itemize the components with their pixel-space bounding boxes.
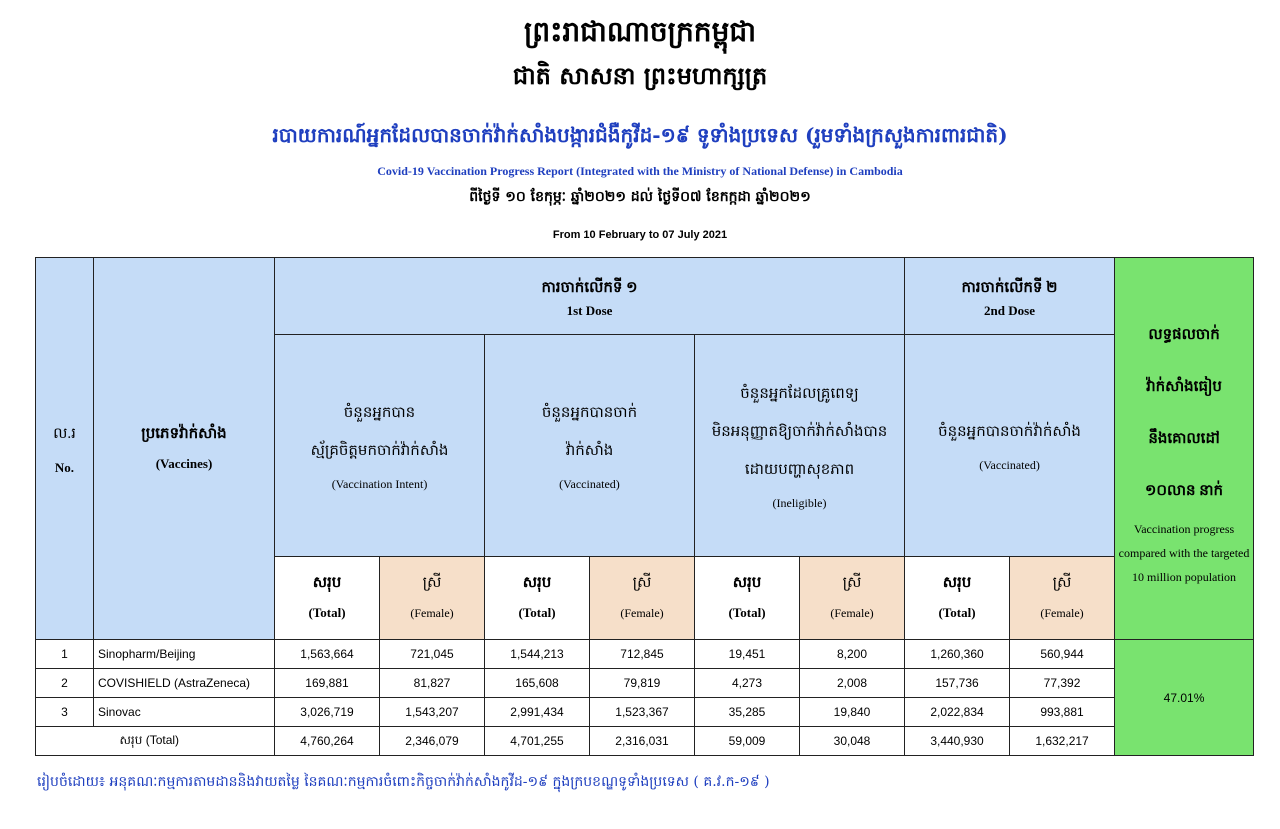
progress-header-km1: លទ្ធផលចាក់ <box>1148 326 1220 343</box>
row-vaccine: COVISHIELD (AstraZeneca) <box>94 669 275 698</box>
dose2-female: 77,392 <box>1010 669 1115 698</box>
row-vaccine: Sinopharm/Beijing <box>94 640 275 669</box>
sum-intent-total: 4,760,264 <box>275 727 380 756</box>
ineligible-female: 2,008 <box>800 669 905 698</box>
progress-header-km3: នឹងគោលដៅ <box>1148 430 1220 447</box>
vaccines-header <box>94 258 275 640</box>
sum-ineligible-female: 30,048 <box>800 727 905 756</box>
total-label-en: (Total) <box>938 605 976 620</box>
ineligible-female: 19,840 <box>800 698 905 727</box>
table-row <box>36 669 1254 698</box>
table-row <box>36 698 1254 727</box>
intent-total: 3,026,719 <box>275 698 380 727</box>
date-range-khmer: ពីថ្ងៃទី ១០ ខែកុម្ភៈ ឆ្នាំ២០២១ ដល់ ថ្ងៃទី០៧ ខែកក្កដា ឆ្នាំ២០២១ <box>469 189 811 205</box>
no-header-en: No. <box>54 459 75 475</box>
ineligible-total: 19,451 <box>695 640 800 669</box>
intent-total-header <box>275 557 380 640</box>
intent-header-en: (Vaccination Intent) <box>331 476 428 491</box>
total-row-label <box>94 727 275 756</box>
intent-female-header <box>380 557 485 640</box>
female-label-km: ស្រី <box>422 575 442 591</box>
total-row-label-km: សរុប <box>119 733 143 747</box>
total-label-km: សរុប <box>312 575 342 591</box>
dose1-header-en: 1st Dose <box>566 303 613 318</box>
table-row <box>36 640 1254 669</box>
intent-header-km1: ចំនួនអ្នកបាន <box>343 404 416 421</box>
vaccinated-female-header <box>590 557 695 640</box>
sum-dose2-total: 3,440,930 <box>905 727 1010 756</box>
total-label-en: (Total) <box>728 605 766 620</box>
ineligible-female: 8,200 <box>800 640 905 669</box>
dose2-total-header <box>905 557 1010 640</box>
female-label-en: (Female) <box>830 606 874 620</box>
intent-total: 169,881 <box>275 669 380 698</box>
report-title-khmer: របាយការណ៍អ្នកដែលបានចាក់វ៉ាក់សាំងបង្ការជំងឺកូវីដ-១៩ ទូទាំងប្រទេស (រួមទាំងក្រសួងការពារជាតិ) <box>272 123 1008 147</box>
no-header <box>36 258 94 640</box>
intent-header-km2: ស្ម័គ្រចិត្តមកចាក់វ៉ាក់សាំង <box>310 442 449 459</box>
ineligible-total: 4,273 <box>695 669 800 698</box>
footer-note: រៀបចំដោយ៖ អនុគណៈកម្មការតាមដាននិងវាយតម្លៃ នៃគណៈកម្មការចំពោះកិច្ចចាក់វ៉ាក់សាំងកូវីដ-១៩ ក្នុងក្របខណ្ឌទូទាំងប្រទេស ( គ.វ.ក-១៩ ) <box>37 774 770 790</box>
total-label-en: (Total) <box>308 605 346 620</box>
total-row-spacer <box>36 727 94 756</box>
dose2-vaccinated-header-km: ចំនួនអ្នកបានចាក់វ៉ាក់សាំង <box>938 423 1081 440</box>
female-label-km: ស្រី <box>1052 575 1072 591</box>
total-label-km: សរុប <box>732 575 762 591</box>
ineligible-header-en: (Ineligible) <box>772 495 827 510</box>
intent-header <box>275 335 485 557</box>
vaccines-header-en: (Vaccines) <box>155 455 213 471</box>
vaccines-header-km: ប្រភេទវ៉ាក់សាំង <box>141 425 227 442</box>
sum-intent-female: 2,346,079 <box>380 727 485 756</box>
progress-header-en: Vaccination progress compared with the targeted 10 million population <box>1118 521 1250 584</box>
total-label-en: (Total) <box>518 605 556 620</box>
dose2-vaccinated-header <box>905 335 1115 557</box>
dose2-header <box>905 258 1115 335</box>
intent-female: 721,045 <box>380 640 485 669</box>
row-no: 2 <box>36 669 94 698</box>
sum-vaccinated-total: 4,701,255 <box>485 727 590 756</box>
date-range-english: From 10 February to 07 July 2021 <box>552 229 728 241</box>
ineligible-header-km2: មិនអនុញ្ញាតឱ្យចាក់វ៉ាក់សាំងបាន <box>711 423 888 440</box>
ineligible-female-header <box>800 557 905 640</box>
dose2-total: 1,260,360 <box>905 640 1010 669</box>
ineligible-header <box>695 335 905 557</box>
vaccinated-header-km1: ចំនួនអ្នកបានចាក់ <box>541 404 638 421</box>
vaccinated-header-km2: វ៉ាក់សាំង <box>565 442 614 459</box>
dose2-total: 2,022,834 <box>905 698 1010 727</box>
progress-header-km2: វ៉ាក់សាំងធៀប <box>1146 378 1222 395</box>
dose2-vaccinated-header-en: (Vaccinated) <box>979 457 1040 472</box>
total-label-km: សរុប <box>522 575 552 591</box>
female-label-en: (Female) <box>620 606 664 620</box>
dose1-header <box>275 258 905 335</box>
female-label-en: (Female) <box>410 606 454 620</box>
report-title-english: Covid-19 Vaccination Progress Report (Integrated with the Ministry of National Defense) in Cambodia <box>377 164 903 178</box>
ineligible-total-header <box>695 557 800 640</box>
sum-ineligible-total: 59,009 <box>695 727 800 756</box>
vaccinated-total: 1,544,213 <box>485 640 590 669</box>
ineligible-header-km1: ចំនួនអ្នកដែលគ្រូពេទ្យ <box>740 385 859 402</box>
no-header-km: ល.រ <box>53 425 76 442</box>
intent-female: 1,543,207 <box>380 698 485 727</box>
progress-header <box>1115 258 1254 640</box>
progress-percentage: 47.01% <box>1115 640 1254 756</box>
intent-total: 1,563,664 <box>275 640 380 669</box>
row-no: 1 <box>36 640 94 669</box>
female-label-km: ស្រី <box>632 575 652 591</box>
sum-dose2-female: 1,632,217 <box>1010 727 1115 756</box>
ineligible-header-km3: ដោយបញ្ហាសុខភាព <box>744 461 855 478</box>
row-vaccine: Sinovac <box>94 698 275 727</box>
vaccinated-female: 1,523,367 <box>590 698 695 727</box>
female-label-en: (Female) <box>1040 606 1084 620</box>
national-motto: ជាតិ សាសនា ព្រះមហាក្សត្រ <box>512 61 768 90</box>
vaccinated-total: 2,991,434 <box>485 698 590 727</box>
dose2-female: 993,881 <box>1010 698 1115 727</box>
dose2-female: 560,944 <box>1010 640 1115 669</box>
dose2-total: 157,736 <box>905 669 1010 698</box>
progress-header-km4: ១០លាន នាក់ <box>1144 482 1224 499</box>
vaccination-table <box>35 257 1254 756</box>
total-row <box>36 727 1254 756</box>
vaccinated-total: 165,608 <box>485 669 590 698</box>
intent-female: 81,827 <box>380 669 485 698</box>
sum-vaccinated-female: 2,316,031 <box>590 727 695 756</box>
dose2-female-header <box>1010 557 1115 640</box>
vaccinated-female: 712,845 <box>590 640 695 669</box>
vaccinated-female: 79,819 <box>590 669 695 698</box>
dose2-header-en: 2nd Dose <box>984 303 1035 318</box>
dose1-header-km: ការចាក់លើកទី ១ <box>541 280 638 296</box>
dose2-header-km: ការចាក់លើកទី ២ <box>961 280 1058 296</box>
row-no: 3 <box>36 698 94 727</box>
vaccinated-header-en: (Vaccinated) <box>559 476 620 491</box>
ineligible-total: 35,285 <box>695 698 800 727</box>
vaccinated-header <box>485 335 695 557</box>
female-label-km: ស្រី <box>842 575 862 591</box>
total-row-label-en: (Total) <box>145 733 180 747</box>
kingdom-title: ព្រះរាជាណាចក្រកម្ពុជា <box>523 15 756 48</box>
total-label-km: សរុប <box>942 575 972 591</box>
vaccinated-total-header <box>485 557 590 640</box>
